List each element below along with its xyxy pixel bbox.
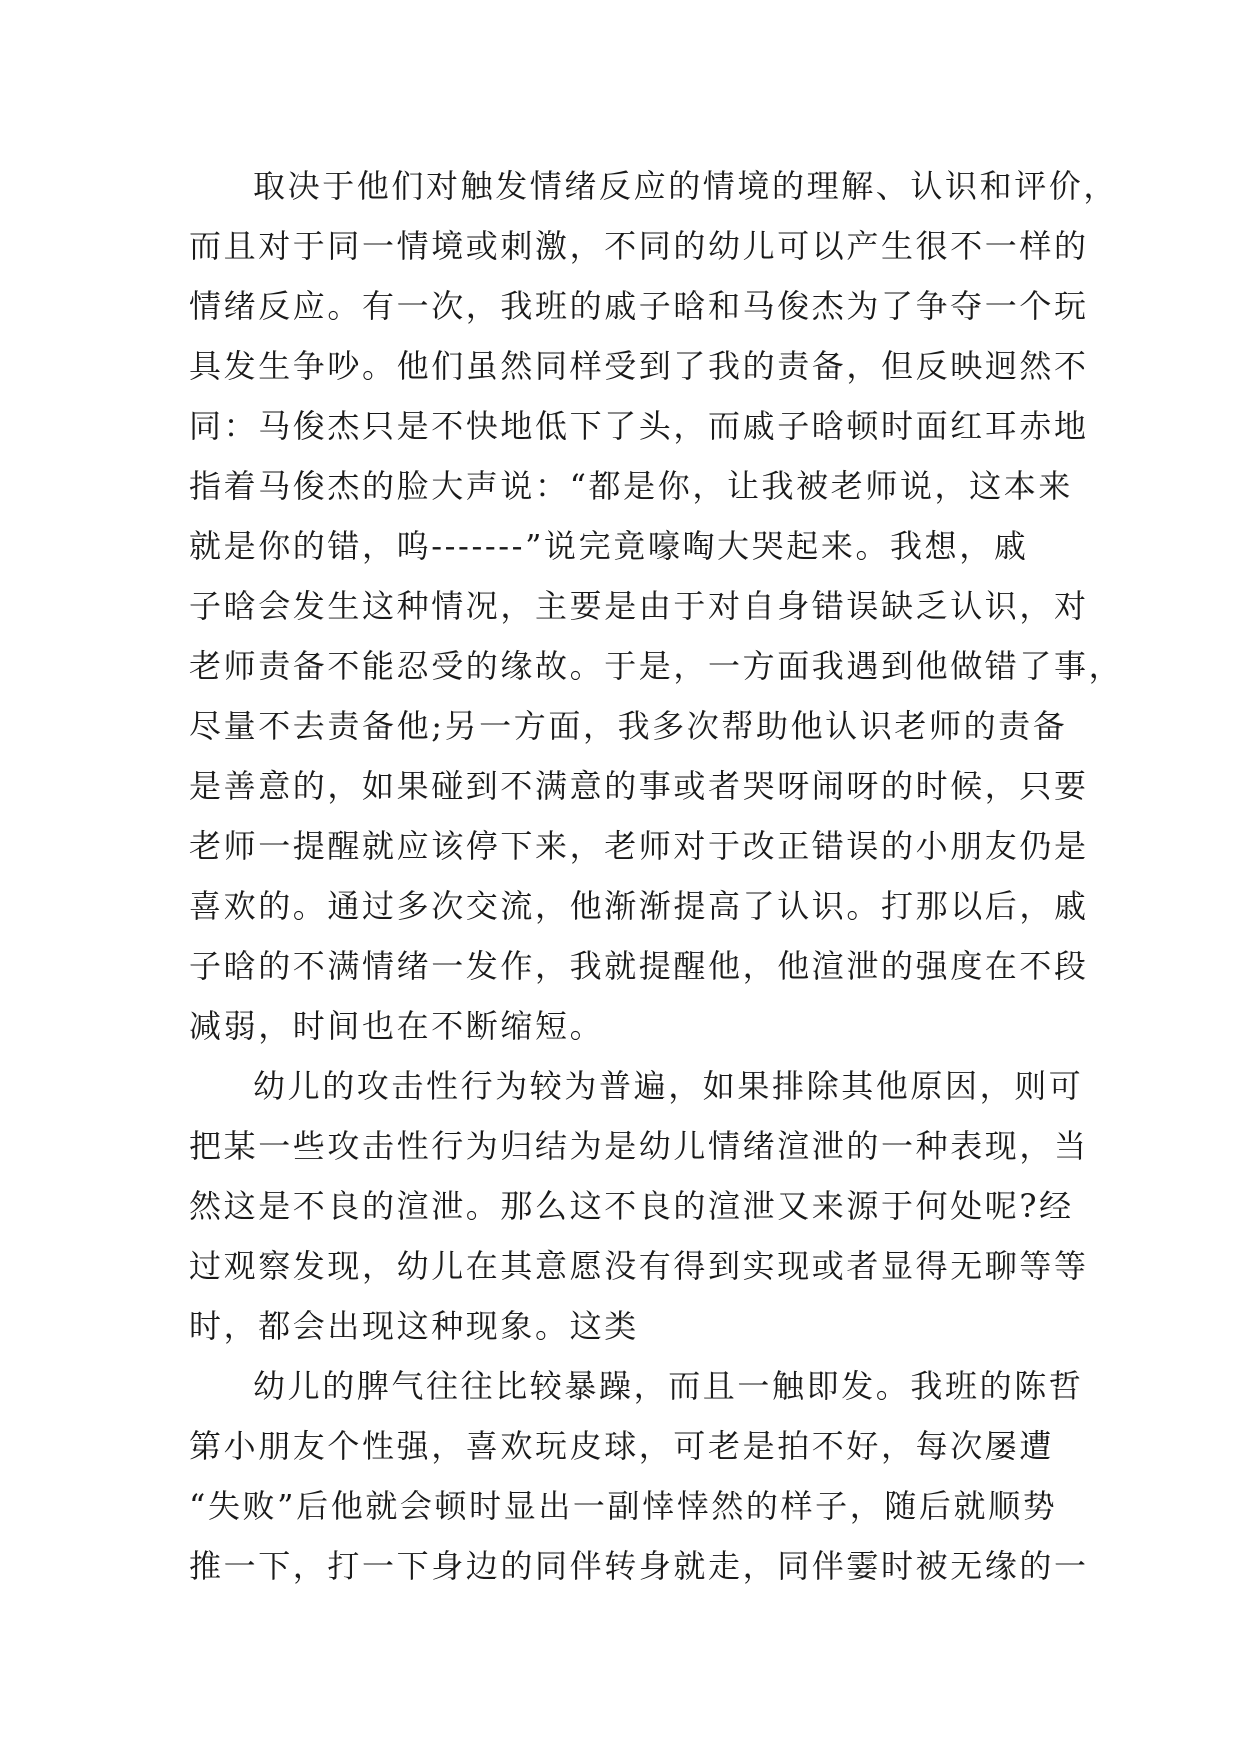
text-line: 幼儿的脾气往往比较暴躁，而且一触即发。我班的陈哲 [253,1367,1084,1405]
text-line: 老师一提醒就应该停下来，老师对于改正错误的小朋友仍是 [189,827,1089,865]
text-line: 第小朋友个性强，喜欢玩皮球，可老是拍不好，每次屡遭 [189,1427,1055,1465]
text-line: 取决于他们对触发情绪反应的情境的理解、认识和评价， [253,167,1119,205]
text-line: 时，都会出现这种现象。这类 [189,1307,639,1345]
text-line: 推一下，打一下身边的同伴转身就走，同伴霎时被无缘的一 [189,1547,1089,1585]
text-line: 过观察发现，幼儿在其意愿没有得到实现或者显得无聊等等 [189,1247,1089,1285]
text-line: 指着马俊杰的脸大声说：“都是你，让我被老师说，这本来 [189,467,1073,505]
text-line: 老师责备不能忍受的缘故。于是，一方面我遇到他做错了事， [189,647,1124,685]
text-line: 喜欢的。通过多次交流，他渐渐提高了认识。打那以后，戚 [189,887,1089,925]
text-line: 就是你的错，呜-------”说完竟嚎啕大哭起来。我想，戚 [189,527,1029,565]
text-line: 子晗会发生这种情况，主要是由于对自身错误缺乏认识，对 [189,587,1089,625]
text-line: 子晗的不满情绪一发作，我就提醒他，他渲泄的强度在不段 [189,947,1089,985]
text-line: “失败”后他就会顿时显出一副悻悻然的样子，随后就顺势 [189,1487,1058,1525]
text-line: 同：马俊杰只是不快地低下了头，而戚子晗顿时面红耳赤地 [189,407,1089,445]
text-line: 尽量不去责备他;另一方面，我多次帮助他认识老师的责备 [189,707,1068,745]
text-line: 把某一些攻击性行为归结为是幼儿情绪渲泄的一种表现，当 [189,1127,1089,1165]
text-line: 然这是不良的渲泄。那么这不良的渲泄又来源于何处呢?经 [189,1187,1074,1225]
document-body [189,156,1124,1596]
text-line: 幼儿的攻击性行为较为普遍，如果排除其他原因，则可 [253,1067,1084,1105]
text-line: 是善意的，如果碰到不满意的事或者哭呀闹呀的时候，只要 [189,767,1089,805]
text-line: 具发生争吵。他们虽然同样受到了我的责备，但反映迥然不 [189,347,1089,385]
text-line: 情绪反应。有一次，我班的戚子晗和马俊杰为了争夺一个玩 [189,287,1089,325]
text-line: 减弱，时间也在不断缩短。 [189,1007,605,1045]
text-line: 而且对于同一情境或刺激，不同的幼儿可以产生很不一样的 [189,227,1089,265]
